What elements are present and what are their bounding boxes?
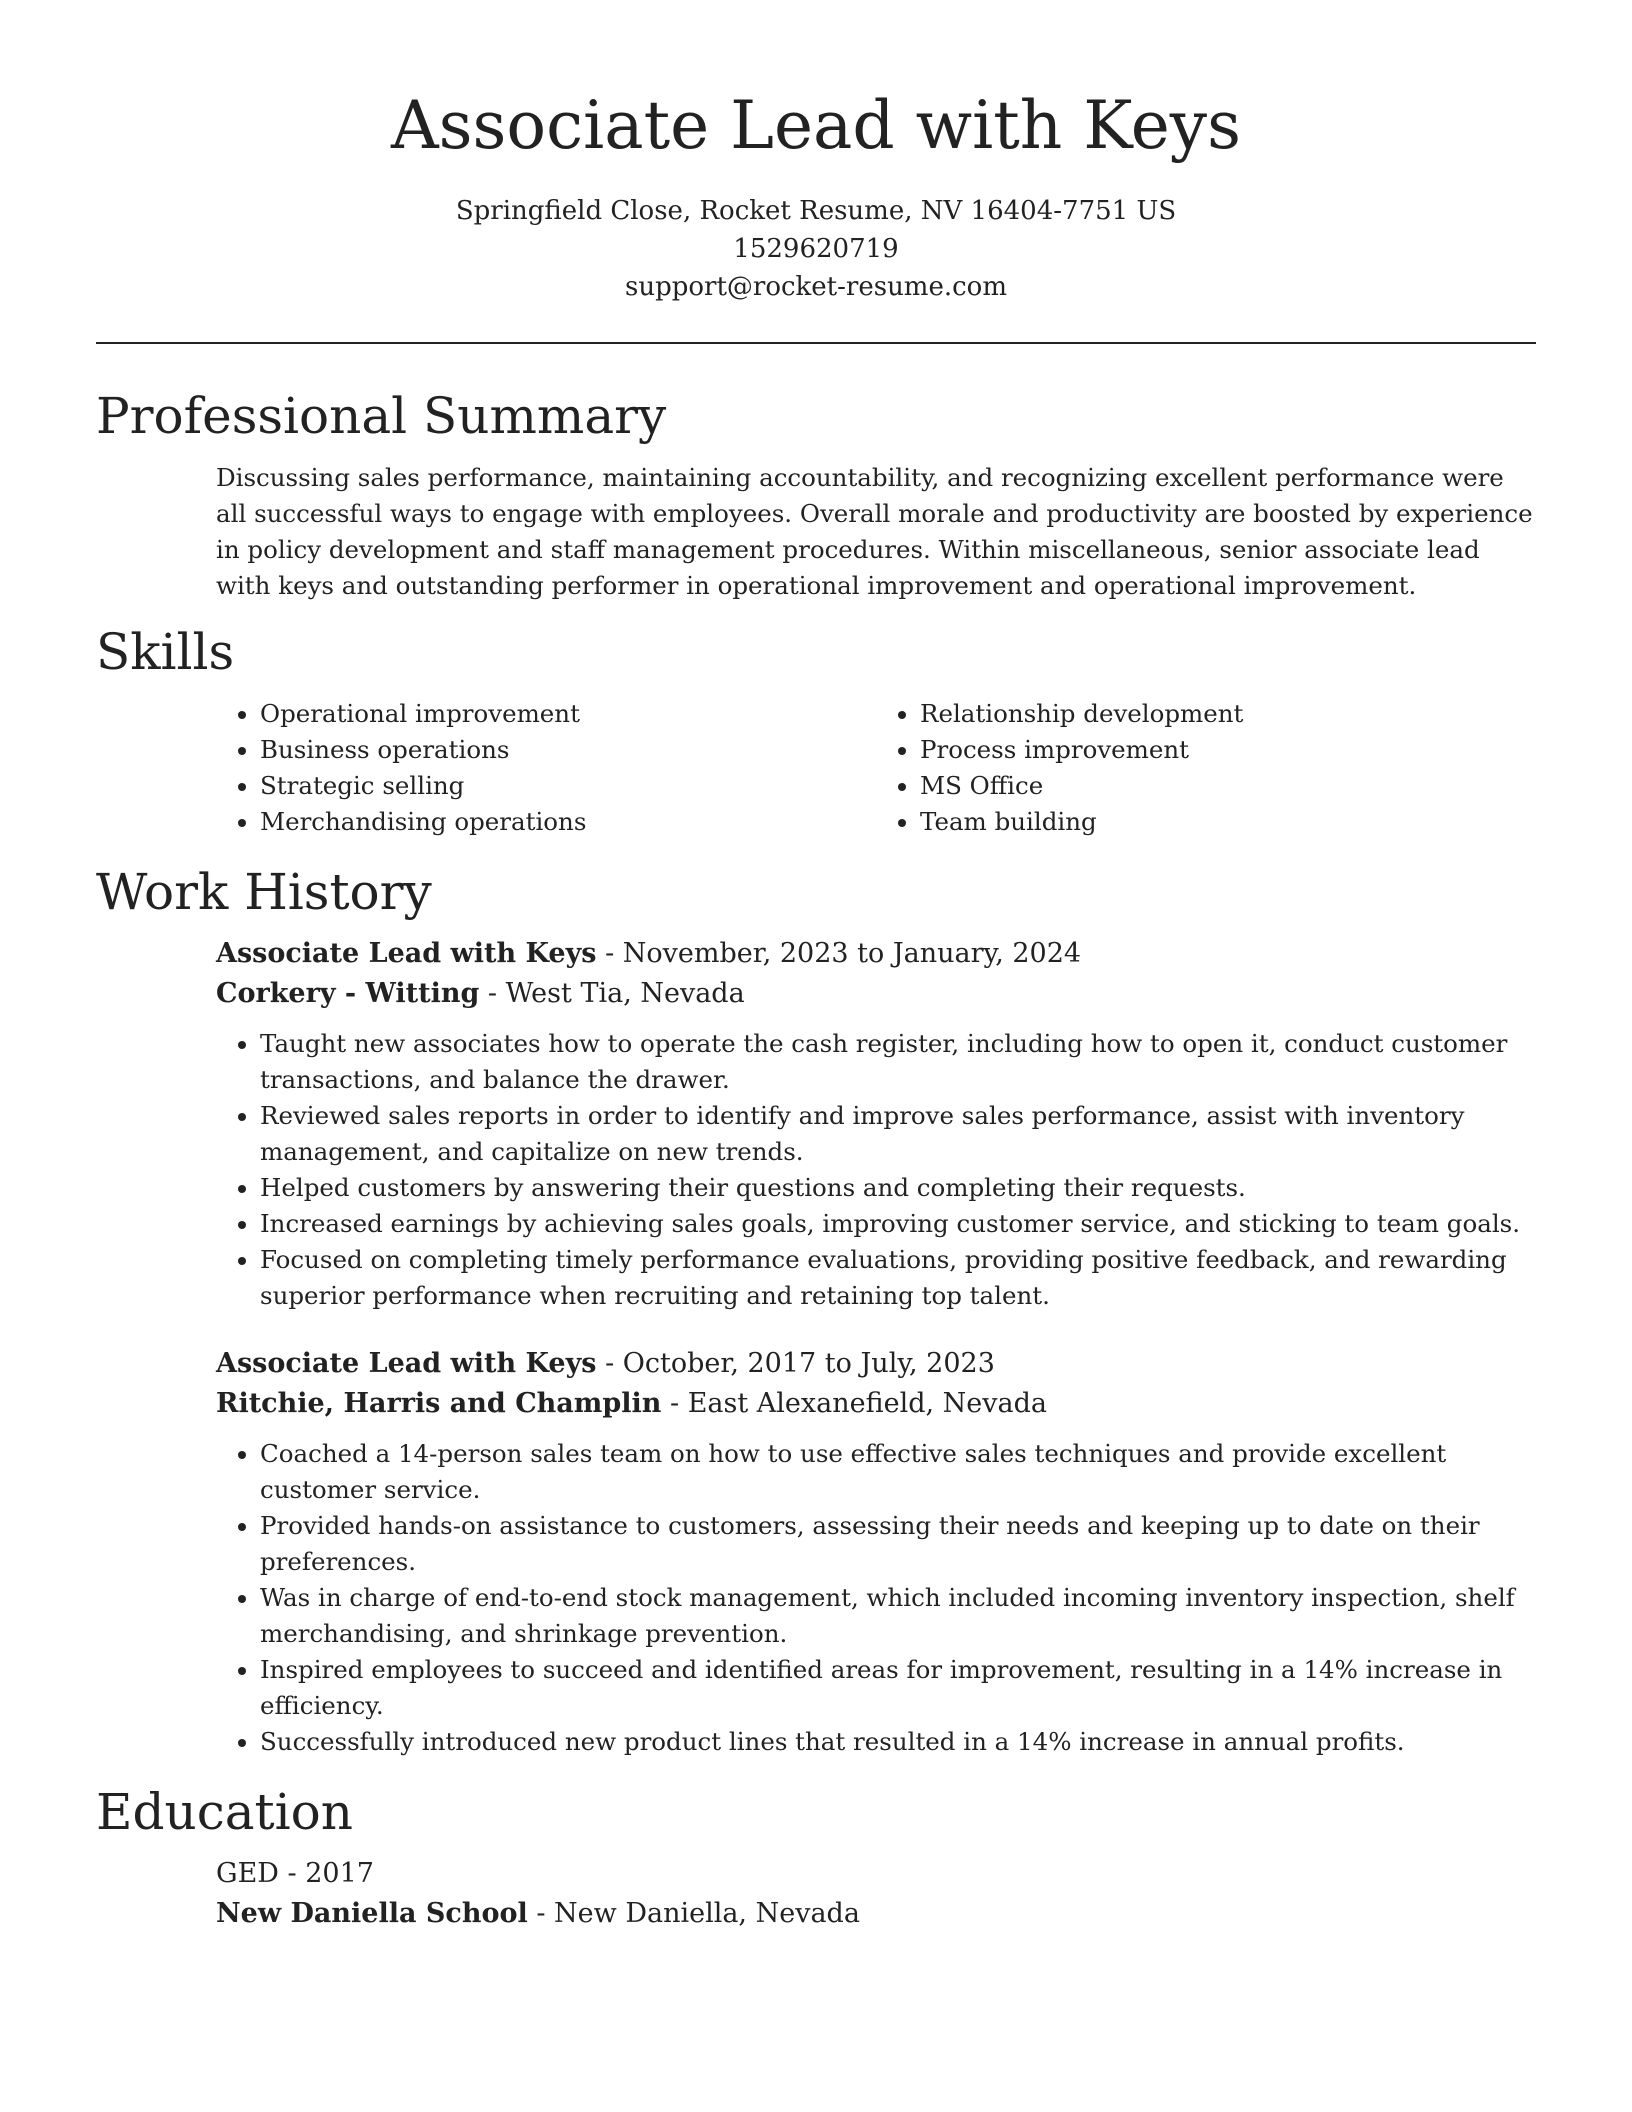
school-line	[216, 1894, 1536, 1934]
education-section	[96, 1782, 1536, 1934]
job-location: - West Tia, Nevada	[479, 978, 745, 1009]
skill-item: • MS Office	[920, 768, 1536, 804]
email: support@rocket-resume.com	[624, 272, 1007, 302]
skill-item: • Relationship development	[920, 696, 1536, 732]
skill-item: • Operational improvement	[260, 696, 876, 732]
graduation-year: - 2017	[278, 1858, 374, 1889]
skills-list	[216, 696, 1536, 840]
job-bullet: • Provided hands-on assistance to customers, assessing their needs and keeping up to date on their preferences.	[260, 1508, 1536, 1580]
job-dates: - November, 2023 to January, 2024	[596, 938, 1082, 969]
job-heading	[216, 934, 1536, 974]
job-heading	[216, 1344, 1536, 1384]
job-bullet: • Increased earnings by achieving sales goals, improving customer service, and sticking to team goals.	[260, 1206, 1536, 1242]
job-bullet: • Successfully introduced new product lines that resulted in a 14% increase in annual profits.	[260, 1724, 1536, 1760]
job-entry	[216, 934, 1536, 1314]
phone: 1529620719	[733, 234, 899, 264]
skill-item: • Business operations	[260, 732, 876, 768]
education-entry	[216, 1854, 1536, 1934]
job-bullet: • Helped customers by answering their questions and completing their requests.	[260, 1170, 1536, 1206]
job-dates: - October, 2017 to July, 2023	[596, 1348, 995, 1379]
job-bullet: • Reviewed sales reports in order to identify and improve sales performance, assist with inventory management, and capitalize on new trends.	[260, 1098, 1536, 1170]
skill-item: • Strategic selling	[260, 768, 876, 804]
job-bullet: • Coached a 14-person sales team on how to use effective sales techniques and provide excellent customer service.	[260, 1436, 1536, 1508]
skill-item: • Merchandising operations	[260, 804, 876, 840]
job-employer	[216, 974, 1536, 1014]
company-name: Corkery - Witting	[216, 978, 480, 1009]
resume-header	[96, 0, 1536, 306]
address: Springfield Close, Rocket Resume, NV 16404-7751 US	[455, 196, 1177, 226]
skill-item: • Process improvement	[920, 732, 1536, 768]
header-divider	[96, 342, 1536, 344]
skills-column-right	[876, 696, 1536, 840]
degree-line	[216, 1854, 1536, 1894]
school-name: New Daniella School	[216, 1898, 528, 1929]
skills-section	[96, 622, 1536, 840]
job-employer	[216, 1384, 1536, 1424]
degree: GED	[216, 1858, 279, 1889]
job-entry	[216, 1344, 1536, 1760]
education-title: Education	[96, 1783, 353, 1841]
company-name: Ritchie, Harris and Champlin	[216, 1388, 662, 1419]
skills-title: Skills	[96, 623, 235, 681]
contact-info	[96, 192, 1536, 306]
school-location: - New Daniella, Nevada	[527, 1898, 860, 1929]
job-bullets	[216, 1436, 1536, 1760]
job-title: Associate Lead with Keys	[216, 938, 597, 969]
job-location: - East Alexanefield, Nevada	[661, 1388, 1047, 1419]
job-bullet: • Focused on completing timely performance evaluations, providing positive feedback, and rewarding superior performance when recruiting and retaining top talent.	[260, 1242, 1536, 1314]
work-history-title: Work History	[96, 863, 432, 921]
job-bullets	[216, 1026, 1536, 1314]
summary-text: Discussing sales performance, maintaining accountability, and recognizing excellent performance were all successful ways to engage with employees. Overall morale and productivity are boosted by experience in policy development and staff management procedures. Within miscellaneous, senior associate lead with keys and outstanding performer in operational improvement and operational improvement.	[216, 463, 1533, 600]
work-history-section	[96, 862, 1536, 1760]
job-bullet: • Inspired employees to succeed and identified areas for improvement, resulting in a 14% increase in efficiency.	[260, 1652, 1536, 1724]
job-bullet: • Taught new associates how to operate the cash register, including how to open it, conduct customer transactions, and balance the drawer.	[260, 1026, 1536, 1098]
summary-title: Professional Summary	[96, 387, 667, 445]
job-title: Associate Lead with Keys	[216, 1348, 597, 1379]
skill-item: • Team building	[920, 804, 1536, 840]
candidate-name: Associate Lead with Keys	[391, 87, 1241, 164]
skills-column-left	[216, 696, 876, 840]
summary-section	[96, 386, 1536, 604]
job-bullet: • Was in charge of end-to-end stock management, which included incoming inventory inspection, shelf merchandising, and shrinkage prevention.	[260, 1580, 1536, 1652]
